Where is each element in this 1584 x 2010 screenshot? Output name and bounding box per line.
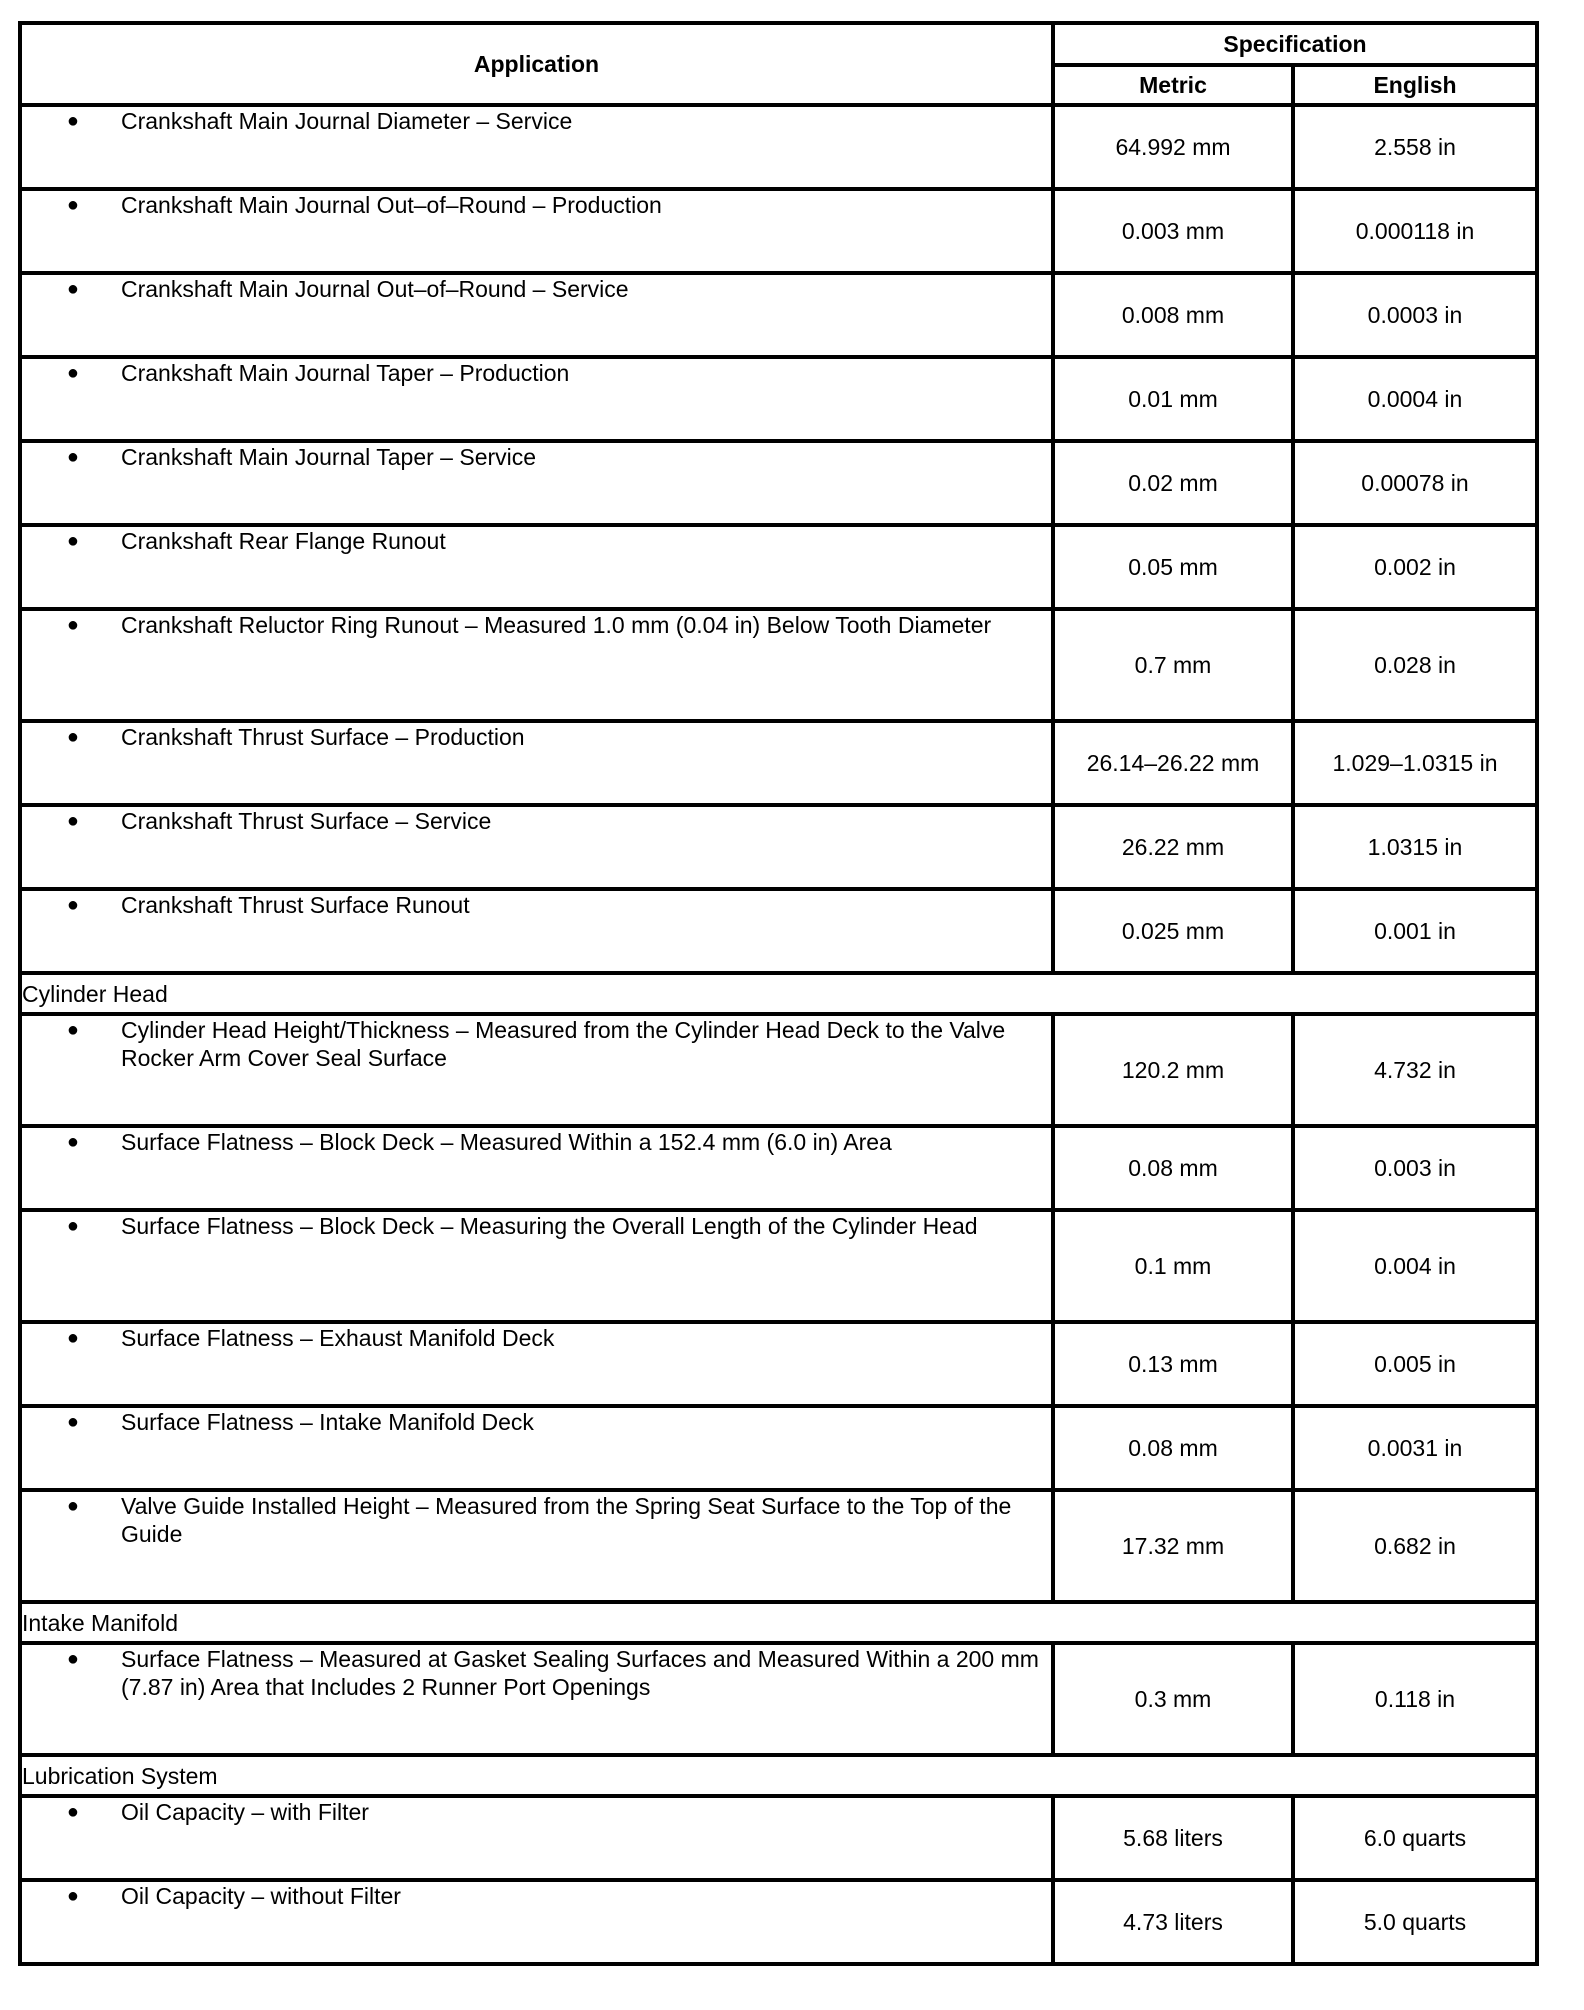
application-cell — [20, 1210, 1053, 1322]
bullet-icon: ● — [66, 1801, 79, 1823]
table-row — [20, 1210, 1537, 1322]
application-text: Crankshaft Main Journal Diameter – Service — [121, 108, 573, 134]
table-row — [20, 805, 1537, 889]
table-header — [20, 23, 1537, 105]
bullet-icon: ● — [66, 614, 79, 636]
table-row — [20, 273, 1537, 357]
application-cell — [20, 1406, 1053, 1490]
application-text: Oil Capacity – with Filter — [121, 1799, 369, 1825]
english-value: 0.0003 in — [1293, 273, 1537, 357]
metric-value: 0.025 mm — [1053, 889, 1293, 973]
section-title: Cylinder Head — [20, 973, 1537, 1014]
bullet-icon: ● — [66, 726, 79, 748]
section-row — [20, 1602, 1537, 1643]
english-value: 0.001 in — [1293, 889, 1537, 973]
metric-value: 17.32 mm — [1053, 1490, 1293, 1602]
table-row — [20, 1322, 1537, 1406]
table-row — [20, 1490, 1537, 1602]
metric-value: 26.14–26.22 mm — [1053, 721, 1293, 805]
application-text: Surface Flatness – Exhaust Manifold Deck — [121, 1325, 555, 1351]
application-text: Crankshaft Main Journal Taper – Service — [121, 444, 537, 470]
english-value: 1.029–1.0315 in — [1293, 721, 1537, 805]
english-header: English — [1293, 65, 1537, 105]
bullet-icon: ● — [66, 1327, 79, 1349]
bullet-icon: ● — [66, 1215, 79, 1237]
english-value: 0.000118 in — [1293, 189, 1537, 273]
table-row — [20, 721, 1537, 805]
table-row — [20, 609, 1537, 721]
application-text: Crankshaft Main Journal Out–of–Round – Service — [121, 276, 629, 302]
section-title: Intake Manifold — [20, 1602, 1537, 1643]
metric-value: 0.003 mm — [1053, 189, 1293, 273]
metric-value: 4.73 liters — [1053, 1880, 1293, 1964]
table-row — [20, 525, 1537, 609]
metric-value: 26.22 mm — [1053, 805, 1293, 889]
application-text: Crankshaft Main Journal Taper – Production — [121, 360, 570, 386]
metric-value: 64.992 mm — [1053, 105, 1293, 189]
metric-value: 0.3 mm — [1053, 1643, 1293, 1755]
application-text: Crankshaft Reluctor Ring Runout – Measured 1.0 mm (0.04 in) Below Tooth Diameter — [121, 612, 992, 638]
metric-value: 0.08 mm — [1053, 1406, 1293, 1490]
bullet-icon: ● — [66, 1411, 79, 1433]
english-value: 0.002 in — [1293, 525, 1537, 609]
english-value: 0.0004 in — [1293, 357, 1537, 441]
application-cell — [20, 1490, 1053, 1602]
application-text: Surface Flatness – Block Deck – Measured Within a 152.4 mm (6.0 in) Area — [121, 1129, 892, 1155]
bullet-icon: ● — [66, 1019, 79, 1041]
bullet-icon: ● — [66, 446, 79, 468]
application-text: Surface Flatness – Intake Manifold Deck — [121, 1409, 534, 1435]
bullet-icon: ● — [66, 1648, 79, 1670]
bullet-icon: ● — [66, 894, 79, 916]
metric-value: 0.02 mm — [1053, 441, 1293, 525]
application-text: Surface Flatness – Measured at Gasket Sealing Surfaces and Measured Within a 200 mm (7.87 in) Area that Includes 2 Runner Port Openings — [121, 1646, 1039, 1700]
metric-value: 0.008 mm — [1053, 273, 1293, 357]
bullet-icon: ● — [66, 362, 79, 384]
metric-header: Metric — [1053, 65, 1293, 105]
application-cell — [20, 609, 1053, 721]
english-value: 0.682 in — [1293, 1490, 1537, 1602]
application-cell — [20, 721, 1053, 805]
bullet-icon: ● — [66, 530, 79, 552]
english-value: 0.005 in — [1293, 1322, 1537, 1406]
section-row — [20, 1755, 1537, 1796]
application-cell — [20, 357, 1053, 441]
application-header: Application — [20, 23, 1053, 105]
bullet-icon: ● — [66, 1495, 79, 1517]
table-row — [20, 105, 1537, 189]
application-cell — [20, 105, 1053, 189]
table-row — [20, 1796, 1537, 1880]
application-cell — [20, 1643, 1053, 1755]
english-value: 0.004 in — [1293, 1210, 1537, 1322]
table-row — [20, 441, 1537, 525]
specification-header: Specification — [1053, 23, 1537, 65]
section-row — [20, 973, 1537, 1014]
section-title: Lubrication System — [20, 1755, 1537, 1796]
metric-value: 0.13 mm — [1053, 1322, 1293, 1406]
english-value: 2.558 in — [1293, 105, 1537, 189]
application-text: Crankshaft Thrust Surface – Production — [121, 724, 525, 750]
metric-value: 120.2 mm — [1053, 1014, 1293, 1126]
bullet-icon: ● — [66, 1885, 79, 1907]
application-cell — [20, 525, 1053, 609]
bullet-icon: ● — [66, 194, 79, 216]
application-cell — [20, 1880, 1053, 1964]
application-text: Valve Guide Installed Height – Measured from the Spring Seat Surface to the Top of the Guide — [121, 1493, 1012, 1547]
application-text: Crankshaft Rear Flange Runout — [121, 528, 446, 554]
specifications-table — [18, 21, 1539, 1966]
english-value: 0.00078 in — [1293, 441, 1537, 525]
application-cell — [20, 1126, 1053, 1210]
table-row — [20, 1643, 1537, 1755]
application-cell — [20, 441, 1053, 525]
application-cell — [20, 189, 1053, 273]
metric-value: 5.68 liters — [1053, 1796, 1293, 1880]
bullet-icon: ● — [66, 1131, 79, 1153]
application-text: Crankshaft Main Journal Out–of–Round – Production — [121, 192, 662, 218]
table-row — [20, 1406, 1537, 1490]
metric-value: 0.05 mm — [1053, 525, 1293, 609]
english-value: 0.118 in — [1293, 1643, 1537, 1755]
table-row — [20, 1880, 1537, 1964]
english-value: 5.0 quarts — [1293, 1880, 1537, 1964]
bullet-icon: ● — [66, 110, 79, 132]
application-cell — [20, 1796, 1053, 1880]
application-cell — [20, 1322, 1053, 1406]
table-body — [20, 105, 1537, 1964]
application-text: Oil Capacity – without Filter — [121, 1883, 401, 1909]
metric-value: 0.01 mm — [1053, 357, 1293, 441]
english-value: 0.0031 in — [1293, 1406, 1537, 1490]
english-value: 6.0 quarts — [1293, 1796, 1537, 1880]
application-cell — [20, 1014, 1053, 1126]
english-value: 4.732 in — [1293, 1014, 1537, 1126]
bullet-icon: ● — [66, 810, 79, 832]
metric-value: 0.7 mm — [1053, 609, 1293, 721]
table-row — [20, 1014, 1537, 1126]
bullet-icon: ● — [66, 278, 79, 300]
english-value: 1.0315 in — [1293, 805, 1537, 889]
table-row — [20, 189, 1537, 273]
english-value: 0.028 in — [1293, 609, 1537, 721]
metric-value: 0.08 mm — [1053, 1126, 1293, 1210]
metric-value: 0.1 mm — [1053, 1210, 1293, 1322]
table-row — [20, 889, 1537, 973]
application-cell — [20, 273, 1053, 357]
application-cell — [20, 889, 1053, 973]
application-text: Crankshaft Thrust Surface Runout — [121, 892, 470, 918]
table-row — [20, 357, 1537, 441]
table-row — [20, 1126, 1537, 1210]
application-cell — [20, 805, 1053, 889]
application-text: Cylinder Head Height/Thickness – Measured from the Cylinder Head Deck to the Valve Rocker Arm Cover Seal Surface — [121, 1017, 1006, 1071]
application-text: Surface Flatness – Block Deck – Measuring the Overall Length of the Cylinder Head — [121, 1213, 978, 1239]
english-value: 0.003 in — [1293, 1126, 1537, 1210]
application-text: Crankshaft Thrust Surface – Service — [121, 808, 492, 834]
